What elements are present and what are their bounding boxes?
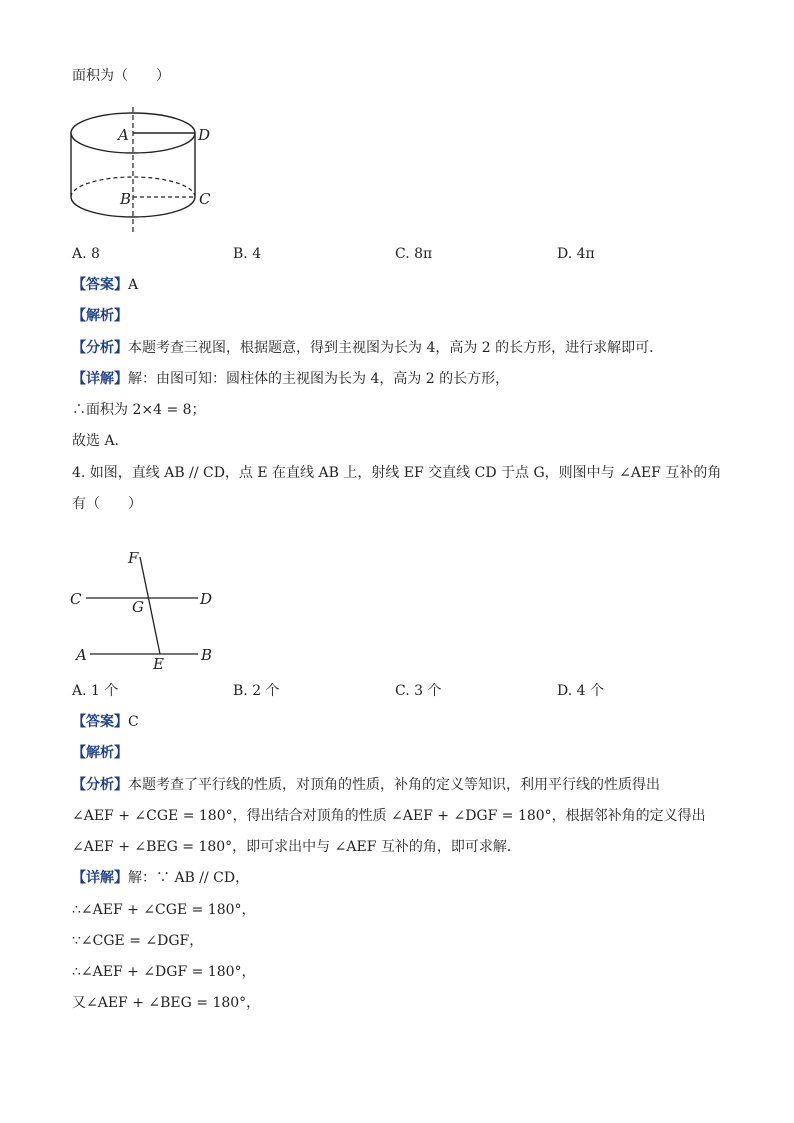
answer-value: A [128, 277, 139, 293]
q4-xiangjie [72, 869, 249, 887]
xiangjie-text: 解：∵ AB // CD， [128, 870, 250, 886]
fenxi-tag: 【分析】 [72, 777, 128, 793]
label-F: F [128, 549, 139, 567]
label-C: C [199, 190, 211, 208]
fenxi-tag: 【分析】 [72, 340, 128, 356]
parallel-lines-figure [66, 545, 226, 675]
q3-option-d: D. 4π [557, 246, 595, 262]
xiangjie-tag: 【详解】 [72, 371, 128, 387]
q3-option-b: B. 4 [233, 246, 262, 262]
answer-tag: 【答案】 [72, 277, 128, 293]
q4-step1: ∴∠AEF + ∠CGE = 180°， [72, 902, 256, 918]
q3-answer [72, 276, 138, 294]
label-D: D [200, 590, 213, 608]
q3-stem-tail: 面积为（ ） [72, 68, 170, 84]
answer-value: C [128, 714, 139, 730]
q4-step2: ∵∠CGE = ∠DGF， [72, 933, 204, 949]
answer-tag: 【答案】 [72, 714, 128, 730]
label-E: E [153, 655, 164, 673]
label-G: G [132, 598, 144, 616]
q4-option-c: C. 3 个 [395, 683, 442, 699]
label-A: A [76, 646, 87, 664]
cylinder-figure [66, 105, 226, 235]
label-B: B [201, 646, 213, 664]
label-A: A [118, 126, 129, 144]
xiangjie-tag: 【详解】 [72, 870, 128, 886]
q3-option-a: A. 8 [72, 246, 100, 262]
q4-option-b: B. 2 个 [233, 683, 280, 699]
fenxi-text: 本题考查了平行线的性质，对顶角的性质，补角的定义等知识，利用平行线的性质得出 [128, 777, 660, 793]
q4-option-a: A. 1 个 [72, 683, 119, 699]
analysis-tag: 【解析】 [72, 745, 128, 761]
fenxi-text: 本题考查三视图，根据题意，得到主视图为长为 4，高为 2 的长方形，进行求解即可． [128, 340, 664, 356]
label-B: B [120, 190, 132, 208]
q3-analysis-tag [72, 307, 128, 325]
q4-step4: 又∠AEF + ∠BEG = 180°， [72, 995, 261, 1011]
xiangjie-text: 解：由图可知：圆柱体的主视图为长为 4，高为 2 的长方形， [128, 371, 510, 387]
q4-stem-line1: 4. 如图，直线 AB // CD，点 E 在直线 AB 上，射线 EF 交直线 CD 于点 G，则图中与 ∠AEF 互补的角 [72, 465, 722, 481]
q4-step3: ∴∠AEF + ∠DGF = 180°， [72, 964, 256, 980]
q4-fenxi-line2: ∠AEF + ∠CGE = 180°，得出结合对顶角的性质 ∠AEF + ∠DGF = 180°，根据邻补角的定义得出 [72, 808, 706, 824]
q3-xiangjie [72, 370, 509, 388]
q4-analysis-tag [72, 744, 128, 762]
q4-fenxi-line3: ∠AEF + ∠BEG = 180°，即可求出中与 ∠AEF 互补的角，即可求解． [72, 839, 521, 855]
q3-choose: 故选 A． [72, 433, 129, 449]
analysis-tag: 【解析】 [72, 308, 128, 324]
label-C: C [70, 590, 82, 608]
label-D: D [198, 126, 211, 144]
q3-option-c: C. 8π [395, 246, 433, 262]
q3-area: ∴面积为 2×4 = 8； [72, 402, 206, 418]
q4-fenxi [72, 776, 660, 794]
q4-answer [72, 713, 139, 731]
q4-stem-line2: 有（ ） [72, 496, 142, 512]
q4-option-d: D. 4 个 [557, 683, 604, 699]
q3-fenxi [72, 339, 663, 357]
